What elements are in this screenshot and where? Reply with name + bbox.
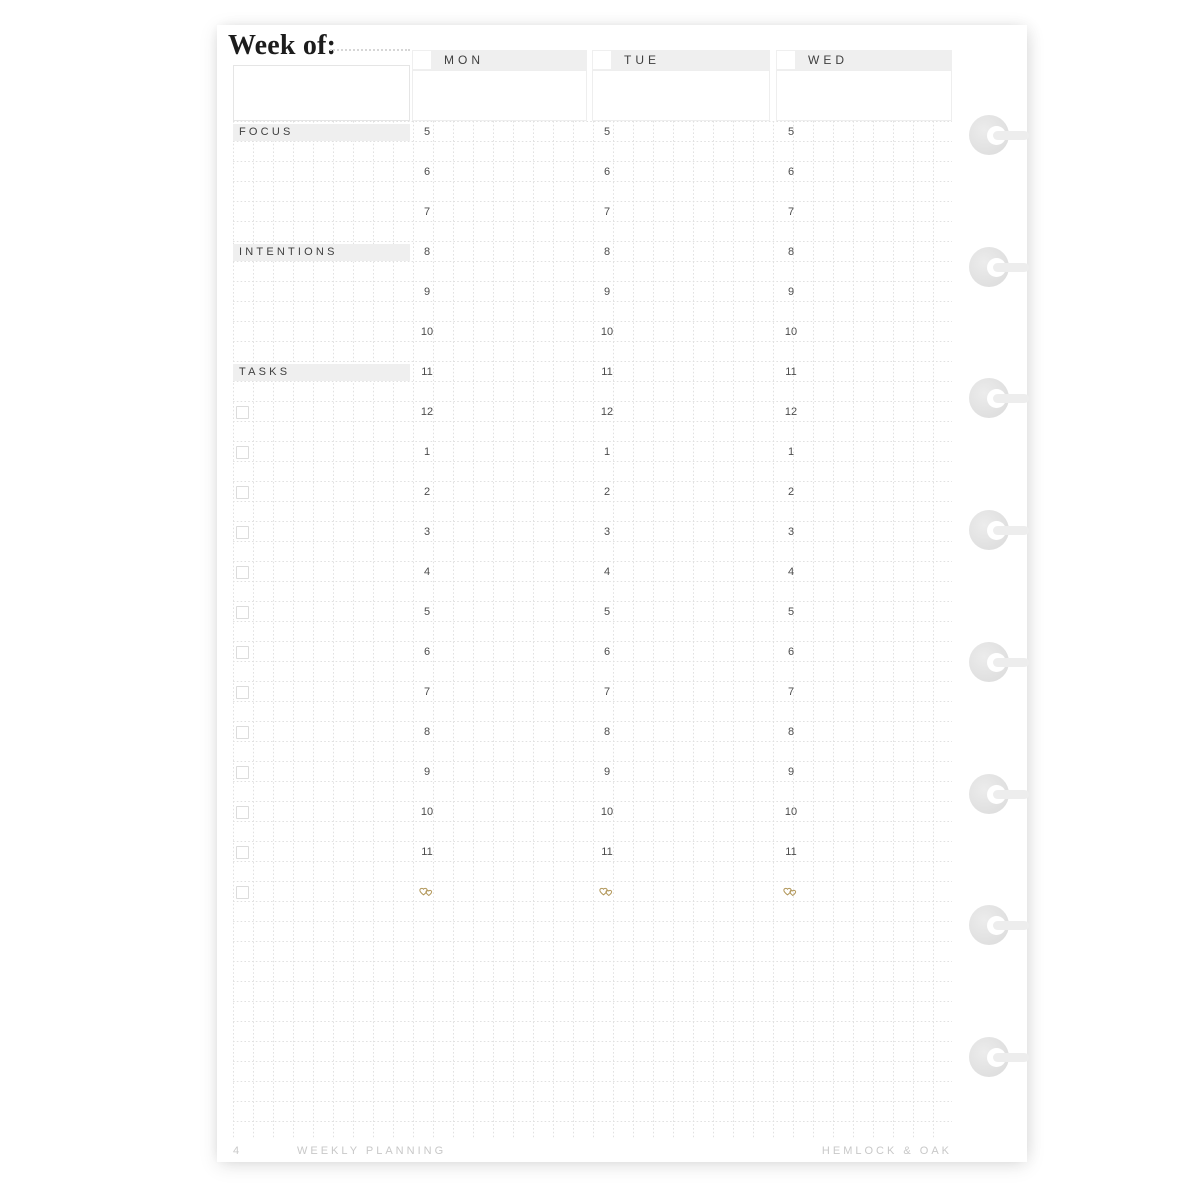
binding-disc-stem [993,658,1029,667]
hour-label: 7 [787,686,795,698]
checkbox-icon[interactable] [236,446,249,459]
page-title: Week of: [228,30,337,61]
hour-label: 9 [603,766,611,778]
checkbox-icon[interactable] [777,51,795,69]
hour-label: 10 [420,326,434,338]
binding-disc-stem [993,526,1029,535]
date-write-box[interactable] [592,70,770,121]
hour-label: 10 [420,806,434,818]
hour-label: 10 [600,326,614,338]
hour-label: 9 [787,286,795,298]
hour-label: 4 [423,566,431,578]
hour-label: 8 [423,246,431,258]
hour-label: 6 [787,166,795,178]
hour-label: 9 [603,286,611,298]
binding-disc-stem [993,921,1029,930]
hour-label: 11 [421,366,433,378]
planner-page [217,25,1027,1162]
hour-label: 7 [423,206,431,218]
hour-label: 12 [420,406,434,418]
hour-label: 6 [603,646,611,658]
binding-disc-stem [993,394,1029,403]
hour-label: 6 [423,166,431,178]
hour-label: 7 [603,206,611,218]
double-heart-icon [782,886,799,900]
hour-label: 10 [600,806,614,818]
page-footer [233,1145,952,1158]
hour-label: 11 [601,366,613,378]
hour-label: 6 [603,166,611,178]
hour-label: 8 [423,726,431,738]
page-number: 4 [233,1145,243,1157]
checkbox-icon[interactable] [236,886,249,899]
binding-disc-stem [993,1053,1029,1062]
checkbox-icon[interactable] [236,766,249,779]
hour-label: 5 [787,126,795,138]
checkbox-icon[interactable] [236,646,249,659]
hour-label: 3 [423,526,431,538]
day-label: TUE [624,53,660,67]
section-label-intentions: INTENTIONS [233,244,410,261]
hour-label: 8 [603,246,611,258]
hour-label: 1 [787,446,795,458]
checkbox-icon[interactable] [236,406,249,419]
hour-label: 2 [787,486,795,498]
day-label: WED [808,53,848,67]
hour-label: 5 [423,126,431,138]
hour-label: 4 [603,566,611,578]
hour-label: 6 [423,646,431,658]
binding-disc-stem [993,263,1029,272]
hour-label: 11 [421,846,433,858]
footer-document-label: WEEKLY PLANNING [297,1145,447,1157]
double-heart-icon [418,886,435,900]
hour-label: 7 [603,686,611,698]
hour-label: 5 [603,126,611,138]
hour-label: 9 [787,766,795,778]
binding-disc-stem [993,131,1029,140]
hour-label: 11 [785,846,797,858]
checkbox-icon[interactable] [236,806,249,819]
hour-label: 10 [784,806,798,818]
hour-label: 8 [603,726,611,738]
checkbox-icon[interactable] [236,686,249,699]
hour-label: 5 [603,606,611,618]
hour-label: 1 [423,446,431,458]
hour-label: 6 [787,646,795,658]
hour-label: 8 [787,246,795,258]
checkbox-icon[interactable] [236,486,249,499]
checkbox-icon[interactable] [236,846,249,859]
grid-paper [233,121,952,1139]
hour-label: 12 [784,406,798,418]
day-label: MON [444,53,484,67]
date-write-box[interactable] [412,70,587,121]
checkbox-icon[interactable] [413,51,431,69]
hour-label: 10 [784,326,798,338]
hour-label: 5 [423,606,431,618]
day-header-wed [776,50,952,70]
week-notes-box[interactable] [233,65,410,121]
hour-label: 2 [423,486,431,498]
hour-label: 7 [787,206,795,218]
hour-label: 2 [603,486,611,498]
checkbox-icon[interactable] [236,606,249,619]
hour-label: 8 [787,726,795,738]
checkbox-icon[interactable] [236,726,249,739]
section-label-focus: FOCUS [233,124,410,141]
binding-disc-stem [993,790,1029,799]
checkbox-icon[interactable] [593,51,611,69]
date-write-box[interactable] [776,70,952,121]
hour-label: 4 [787,566,795,578]
footer-brand: HEMLOCK & OAK [821,1145,952,1157]
hour-label: 3 [787,526,795,538]
checkbox-icon[interactable] [236,566,249,579]
checkbox-icon[interactable] [236,526,249,539]
hour-label: 7 [423,686,431,698]
hour-label: 9 [423,766,431,778]
hour-label: 9 [423,286,431,298]
day-header-mon [412,50,587,70]
week-of-write-line[interactable] [330,49,410,51]
section-label-tasks: TASKS [233,364,410,381]
double-heart-icon [598,886,615,900]
hour-label: 5 [787,606,795,618]
hour-label: 1 [603,446,611,458]
hour-label: 12 [600,406,614,418]
hour-label: 11 [785,366,797,378]
hour-label: 11 [601,846,613,858]
day-header-tue [592,50,770,70]
hour-label: 3 [603,526,611,538]
